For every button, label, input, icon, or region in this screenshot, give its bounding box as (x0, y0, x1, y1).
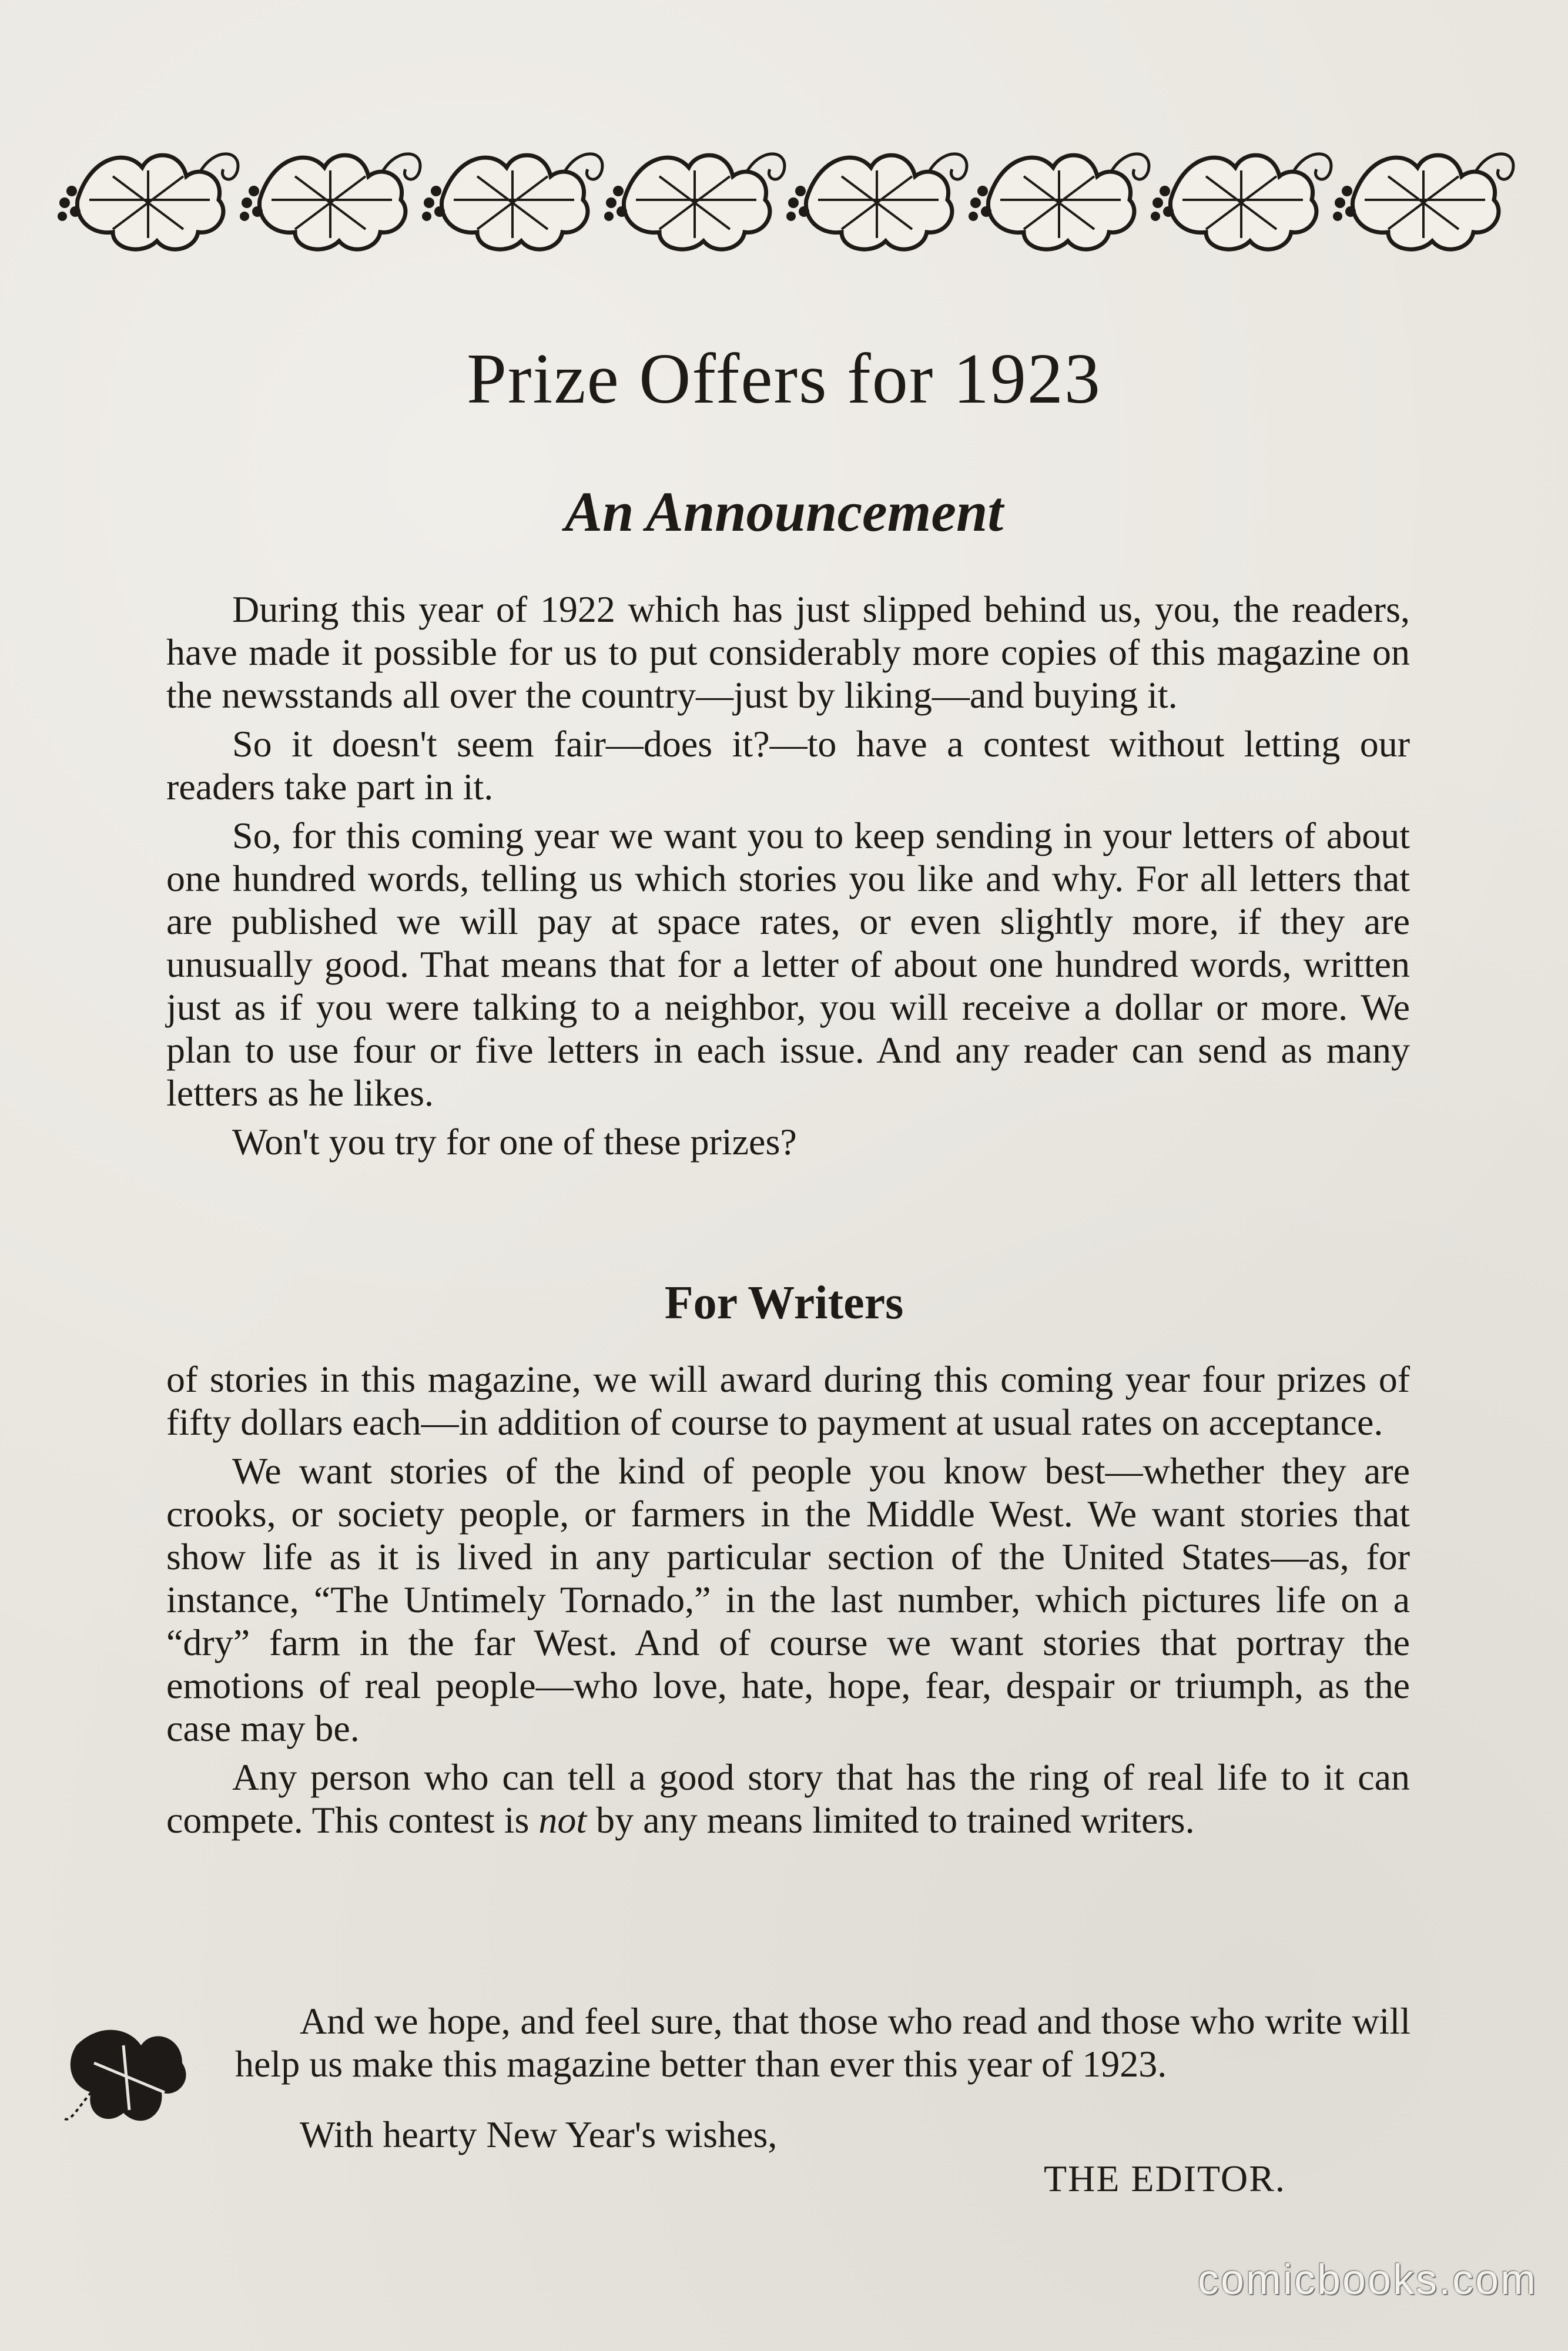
page-subtitle: An Announcement (564, 480, 1003, 543)
announcement-section (166, 588, 1410, 1169)
writers-paragraph-eligibility (166, 1756, 1410, 1841)
page-title: Prize Offers for 1923 (467, 339, 1101, 418)
eligibility-text: Any person who can tell a good story that has the ring of real life to it can compete. This contest is (166, 1756, 1410, 1841)
grape-leaf-border-icon (54, 135, 1516, 264)
writers-lead-paragraph: of stories in this magazine, we will award during this coming year four prizes of fifty dollars each—in addition of course to payment at usual rates on acceptance. (166, 1358, 1410, 1443)
writers-paragraph: We want stories of the kind of people you know best—whether they are crooks, or society people, or farmers in the Middle West. We want stories that show life as it is lived in any particular section of the United States—as, for instance, “The Untimely Tornado,” in the last number, which pictures life on a “dry” farm in the far West. And of course we want stories that portray the emotions of real people—who love, hate, hope, fear, despair or triumph, as the case may be. (166, 1450, 1410, 1749)
announcement-paragraph: During this year of 1922 which has just slipped behind us, you, the readers, have made it possible for us to put considerably more copies of this magazine on the newsstands all over the country—just by liking—and buying it. (166, 588, 1410, 716)
eligibility-text-end: by any means limited to trained writers. (587, 1799, 1195, 1841)
watermark: comicbooks.com (1197, 2256, 1537, 2303)
announcement-paragraph: So, for this coming year we want you to keep sending in your letters of about one hundred words, telling us which stories you like and why. For all letters that are published we will pay at space rates, or even slightly more, if they are unusually good. That means that for a letter of about one hundred words, written just as if you were talking to a neighbor, you will receive a dollar or more. We plan to use four or five letters in each issue. And any reader can send as many letters as he likes. (166, 815, 1410, 1114)
editor-signature: THE EDITOR. (1044, 2158, 1286, 2199)
closing-paragraph: And we hope, and feel sure, that those who read and those who write will help us make this magazine better than ever this year of 1923. (235, 2000, 1410, 2085)
signoff-line: With hearty New Year's wishes, (300, 2114, 778, 2155)
writers-section (166, 1358, 1410, 1847)
eligibility-emphasis: not (538, 1799, 587, 1841)
announcement-paragraph: Won't you try for one of these prizes? (232, 1121, 797, 1163)
announcement-paragraph: So it doesn't seem fair—does it?—to have a contest without letting our readers take part in it. (166, 723, 1410, 808)
leaf-ornament-icon (59, 2010, 194, 2145)
closing-section (235, 2000, 1410, 2085)
writers-heading: For Writers (664, 1277, 904, 1329)
